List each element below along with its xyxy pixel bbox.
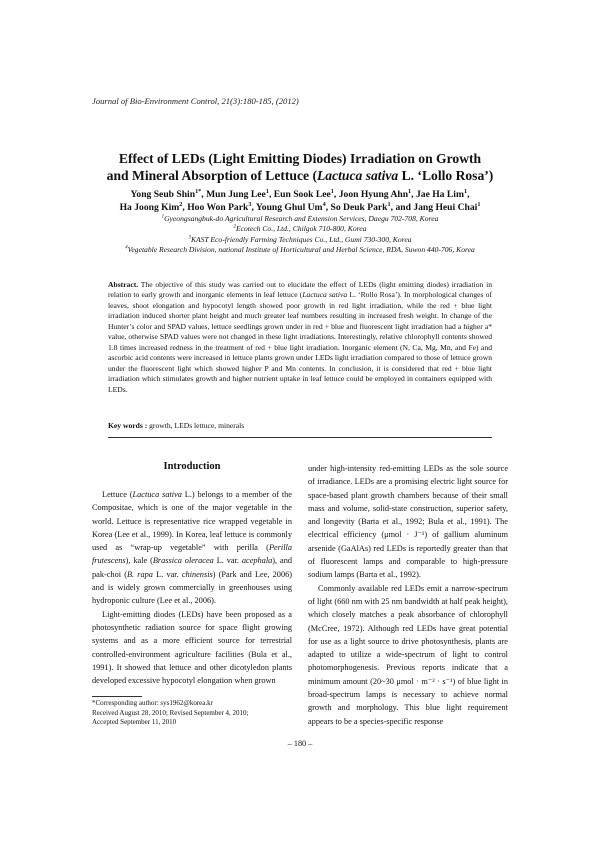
author-name: Eun Sook Lee xyxy=(273,189,331,200)
paragraph: Light-emitting diodes (LEDs) have been proposed as a photosynthetic radiation source for space flight growing systems and as a more efficient source for terrestrial controlled-environment agriculture facilities (Bula et al., 1991). It showed that lettuce and other dicotyledon plants developed excessive hypocotyl elongation when grown xyxy=(92,609,292,686)
journal-citation: Journal of Bio-Environment Control, 21(3):180-185, (2012) xyxy=(92,96,299,106)
affiliation: $^2$Ecotech Co., Ltd., Chilgok 710-800, Korea xyxy=(233,224,367,234)
affiliations xyxy=(60,214,540,256)
author-name: Mun Jung Lee xyxy=(206,189,266,200)
author-name: Joon Hyung Ahn xyxy=(338,189,409,200)
affiliation: $^1$Gyeongsangbuk-do Agricultural Research and Extension Services, Daegu 702-708, Korea xyxy=(161,214,439,223)
right-column xyxy=(308,462,508,728)
author-name: Hoo Won Park xyxy=(187,202,249,213)
paragraph: Lettuce (Lactuca sativa L.) belongs to a member of the Compositae, which is one of the major vegetable in the world. Lettuce is representative rice wrapped vegetable in Korea (Lee et al., 1999). In Korea, leaf lettuce is commonly used as “wrap-up vegetable” with perilla (Perilla frutescens), kale (Brassica oleracea L. var. acephala), and pak-choi (B. rapa L. var. chinensis) (Park and Lee, 2006) and is widely grown commercially in greenhouses using hydroponic culture (Lee et al., 2006). xyxy=(92,490,292,606)
title-line-1: Effect of LEDs (Light Emitting Diodes) Irradiation on Growth xyxy=(118,151,482,166)
author-name: Young Ghul Um xyxy=(255,202,323,213)
title-line-2: and Mineral Absorption of Lettuce (Lactuca sativa L. ‘Lollo Rosa’) xyxy=(106,168,494,183)
paragraph: Commonly available red LEDs emit a narrow-spectrum of light (660 nm with 25 nm bandwidth at half peak height), which closely matches a peak absorbance of chlorophyll (McCree, 1972). Although red LEDs have great potential for use as a light source to drive photosynthesis, plants are adapted to utilize a wide-spectrum of light to control photomorphogenesis. Previous reports indicate that a minimum amount (20~30 μmol · m⁻² · s⁻¹) of blue light in broad-spectrum lamps is necessary to achieve normal growth and morphology. This blue light requirement appears to be a species-specific response xyxy=(308,583,508,726)
affiliation: $^3$KAST Eco-friendly Farming Techniques Co., Ltd., Gumi 730-300, Korea xyxy=(188,234,412,244)
author-name: Jae Ha Lim xyxy=(415,189,464,200)
affiliation: $^4$Vegetable Research Division, national Institute of Horticultural and Herbal Science, RDA, Suwon 440-706, Korea xyxy=(125,245,475,255)
paragraph: under high-intensity red-emitting LEDs as the sole source of irradiance. LEDs are a promising electric light source for space-based plant growth chambers because of their small mass and volume, solid-state construction, superior safety, and longevity (Barta et al., 1992; Bula et al., 1991). The electrical efficiency (μmol · J⁻¹) of gallium aluminum arsenide (GaAlAs) red LEDs is reportedly greater than that of fluorescent lamps and comparable to high-pressure sodium lamps (Barta et al., 1992). xyxy=(308,464,508,580)
page-number: – 180 – xyxy=(287,739,313,748)
keywords: Key words : growth, LEDs lettuce, minerals xyxy=(108,421,245,430)
author-list xyxy=(60,188,540,214)
abstract-label: Abstract. xyxy=(108,280,139,289)
footnote-divider xyxy=(92,696,142,697)
author-name: Jang Heui Chai xyxy=(413,202,478,213)
abstract: Abstract. The objective of this study was carried out to elucidate the effect of LEDs (light emitting diodes) irradiation in relation to early growth and inorganic elements in leaf lettuce (Lactuca sativa L. ‘Rollo Rosa’). In morphological changes of leaves, shoot elongation and hypocotyl length showed poor growth in red light irradiation, while the red + blue light irradiation induced shorter plant height and much greater leaf numbers resulting in increased fresh weight. In change of the Hunter’s color and SPAD values, lettuce seedlings grown under in red + blue and fluorescent light irradiation had a higher a* value, otherwise SPAD values were not changed in these light irradiations. Interestingly, relative chlorophyll contents showed 1.8 times increased redness in the treatment of red + blue light irradiation. Inorganic element (N, Ca, Mg, Mn, and Fe) and ascorbic acid contents were increased in lettuce plants grown under LEDs light irradiation compared to those of lettuce grown under the fluorescent light which showed higher P and Mn contents. In conclusion, it is considered that red + blue light irradiation which stimulates growth and higher nutrient uptake in leaf lettuce could be employed in containers equipped with LEDs. xyxy=(108,280,492,394)
section-heading-introduction: Introduction xyxy=(163,461,221,472)
author-line-1: Yong Seub Shin$^{1*}$, Mun Jung Lee$^1$, Eun Sook Lee$^1$, Joon Hyung Ahn$^1$, Jae Ha Lim$^1$, xyxy=(130,187,470,200)
keywords-label: Key words : xyxy=(108,421,148,430)
footnote: *Corresponding author: sys1962@korea.kr Received August 28, 2010; Revised September 4, 2010; Accepted September 11, 2010 xyxy=(92,699,249,727)
divider xyxy=(108,437,492,438)
author-name: Yong Seub Shin xyxy=(130,189,196,200)
author-line-2: Ha Joong Kim$^2$, Hoo Won Park$^3$, Young Ghul Um$^4$, So Deuk Park$^1$, and Jang Heui Chai$^1$ xyxy=(119,200,481,213)
left-column xyxy=(92,488,292,687)
article-title xyxy=(60,150,540,184)
author-name: Ha Joong Kim xyxy=(119,202,180,213)
author-name: So Deuk Park xyxy=(330,202,388,213)
